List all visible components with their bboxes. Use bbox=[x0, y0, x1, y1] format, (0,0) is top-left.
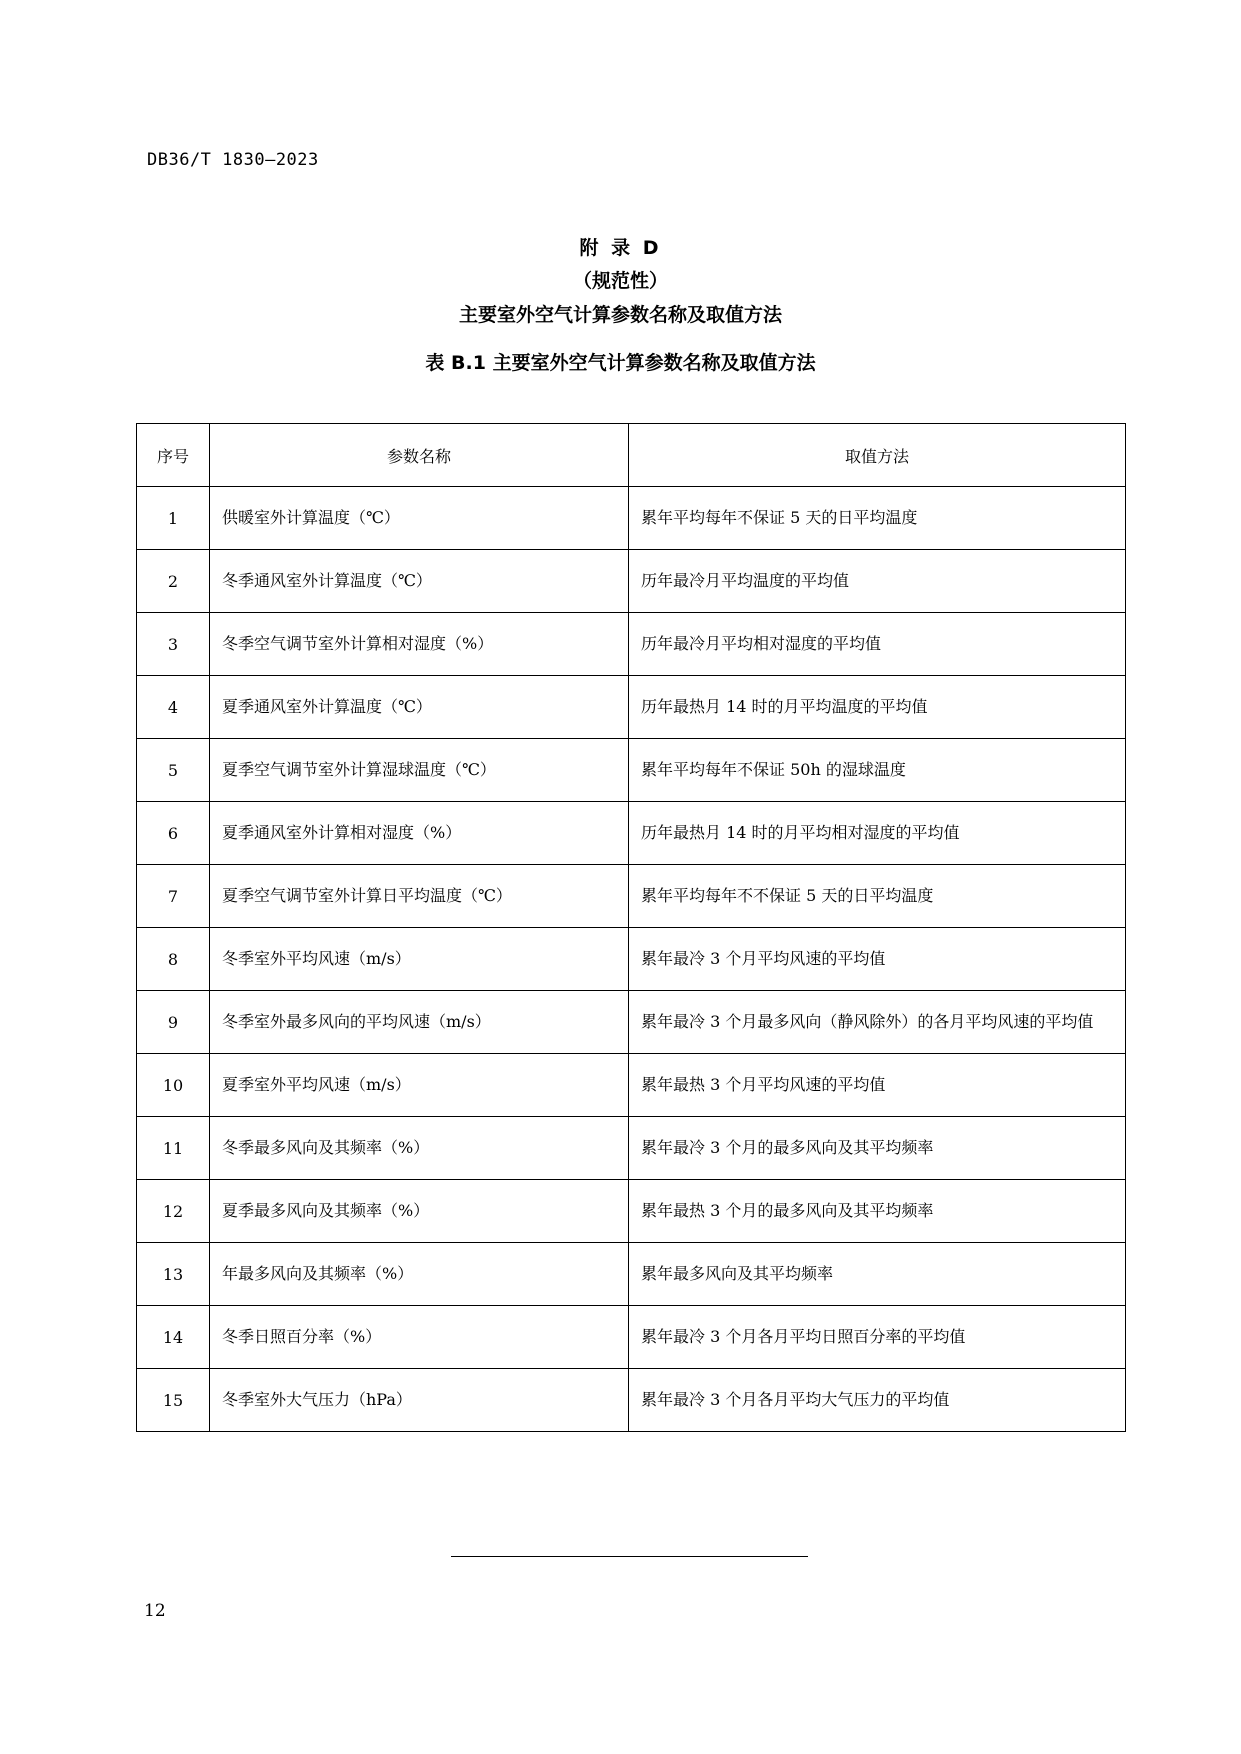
row-number: 6 bbox=[137, 802, 210, 865]
parameter-name: 冬季空气调节室外计算相对湿度（%） bbox=[210, 613, 629, 676]
value-method: 累年最冷 3 个月的最多风向及其平均频率 bbox=[629, 1117, 1126, 1180]
parameter-name: 冬季最多风向及其频率（%） bbox=[210, 1117, 629, 1180]
document-code: DB36/T 1830—2023 bbox=[147, 150, 319, 170]
value-method: 历年最热月 14 时的月平均相对湿度的平均值 bbox=[629, 802, 1126, 865]
parameter-name: 夏季通风室外计算相对湿度（%） bbox=[210, 802, 629, 865]
parameter-name: 夏季空气调节室外计算湿球温度（℃） bbox=[210, 739, 629, 802]
row-number: 11 bbox=[137, 1117, 210, 1180]
parameter-name: 夏季室外平均风速（m/s） bbox=[210, 1054, 629, 1117]
parameter-name: 冬季室外平均风速（m/s） bbox=[210, 928, 629, 991]
row-number: 10 bbox=[137, 1054, 210, 1117]
parameter-name: 冬季通风室外计算温度（℃） bbox=[210, 550, 629, 613]
table-row bbox=[137, 928, 1126, 991]
table-row bbox=[137, 1369, 1126, 1432]
table-row bbox=[137, 1306, 1126, 1369]
value-method: 历年最冷月平均温度的平均值 bbox=[629, 550, 1126, 613]
table-row bbox=[137, 991, 1126, 1054]
appendix-name: 主要室外空气计算参数名称及取值方法 bbox=[458, 304, 782, 326]
appendix-type: （规范性） bbox=[572, 270, 668, 292]
header-parameter-name: 参数名称 bbox=[210, 424, 629, 487]
end-of-text-rule bbox=[451, 1556, 808, 1557]
value-method: 历年最冷月平均相对湿度的平均值 bbox=[629, 613, 1126, 676]
parameter-name: 供暖室外计算温度（℃） bbox=[210, 487, 629, 550]
table-row bbox=[137, 802, 1126, 865]
row-number: 9 bbox=[137, 991, 210, 1054]
parameter-name: 夏季通风室外计算温度（℃） bbox=[210, 676, 629, 739]
value-method: 累年平均每年不不保证 5 天的日平均温度 bbox=[629, 865, 1126, 928]
parameter-name: 冬季室外最多风向的平均风速（m/s） bbox=[210, 991, 629, 1054]
value-method: 累年最多风向及其平均频率 bbox=[629, 1243, 1126, 1306]
value-method: 累年最冷 3 个月各月平均大气压力的平均值 bbox=[629, 1369, 1126, 1432]
table-row bbox=[137, 550, 1126, 613]
parameters-table bbox=[136, 423, 1126, 1432]
value-method: 累年平均每年不保证 50h 的湿球温度 bbox=[629, 739, 1126, 802]
table-row bbox=[137, 676, 1126, 739]
table-row bbox=[137, 613, 1126, 676]
row-number: 12 bbox=[137, 1180, 210, 1243]
table-row bbox=[137, 1180, 1126, 1243]
row-number: 4 bbox=[137, 676, 210, 739]
value-method: 累年最热 3 个月平均风速的平均值 bbox=[629, 1054, 1126, 1117]
value-method: 累年平均每年不保证 5 天的日平均温度 bbox=[629, 487, 1126, 550]
row-number: 15 bbox=[137, 1369, 210, 1432]
page-number: 12 bbox=[144, 1601, 166, 1621]
parameter-name: 冬季室外大气压力（hPa） bbox=[210, 1369, 629, 1432]
table-row bbox=[137, 1243, 1126, 1306]
value-method: 累年最冷 3 个月最多风向（静风除外）的各月平均风速的平均值 bbox=[629, 991, 1126, 1054]
table-caption: 表 B.1 主要室外空气计算参数名称及取值方法 bbox=[425, 352, 816, 374]
header-value-method: 取值方法 bbox=[629, 424, 1126, 487]
appendix-title: 附 录 D bbox=[579, 237, 662, 259]
header-serial-number: 序号 bbox=[137, 424, 210, 487]
row-number: 7 bbox=[137, 865, 210, 928]
value-method: 累年最冷 3 个月各月平均日照百分率的平均值 bbox=[629, 1306, 1126, 1369]
table-row bbox=[137, 1054, 1126, 1117]
row-number: 2 bbox=[137, 550, 210, 613]
table-row bbox=[137, 739, 1126, 802]
row-number: 3 bbox=[137, 613, 210, 676]
row-number: 8 bbox=[137, 928, 210, 991]
parameter-name: 年最多风向及其频率（%） bbox=[210, 1243, 629, 1306]
parameter-name: 夏季最多风向及其频率（%） bbox=[210, 1180, 629, 1243]
row-number: 5 bbox=[137, 739, 210, 802]
value-method: 累年最冷 3 个月平均风速的平均值 bbox=[629, 928, 1126, 991]
table-row bbox=[137, 1117, 1126, 1180]
table-header-row bbox=[137, 424, 1126, 487]
parameter-name: 冬季日照百分率（%） bbox=[210, 1306, 629, 1369]
table-row bbox=[137, 487, 1126, 550]
value-method: 历年最热月 14 时的月平均温度的平均值 bbox=[629, 676, 1126, 739]
row-number: 14 bbox=[137, 1306, 210, 1369]
value-method: 累年最热 3 个月的最多风向及其平均频率 bbox=[629, 1180, 1126, 1243]
table-row bbox=[137, 865, 1126, 928]
row-number: 13 bbox=[137, 1243, 210, 1306]
row-number: 1 bbox=[137, 487, 210, 550]
parameter-name: 夏季空气调节室外计算日平均温度（℃） bbox=[210, 865, 629, 928]
